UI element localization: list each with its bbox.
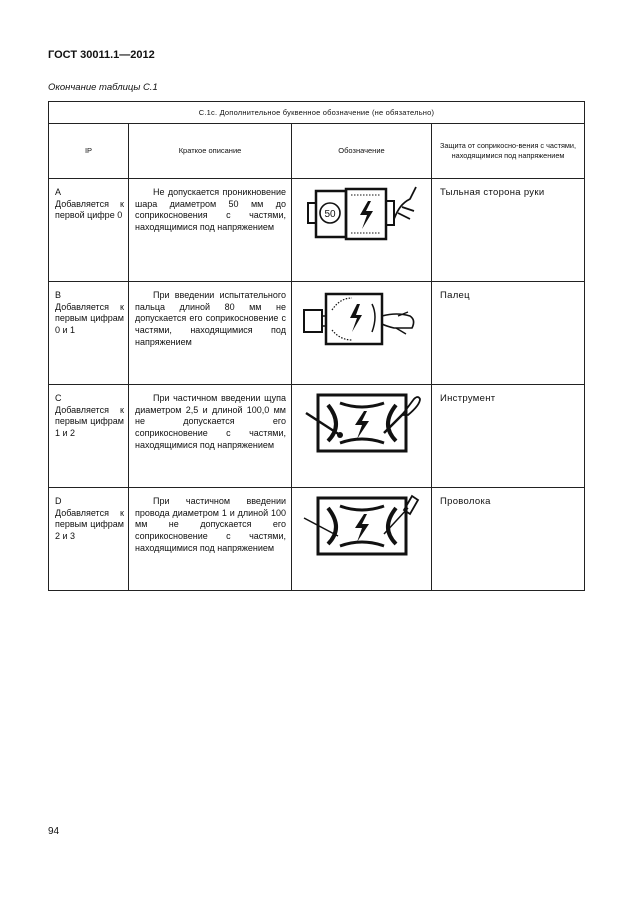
description-cell: Не допускается проникновение шара диаметром 50 мм до соприкосновения с частями, находящимися под напряжением bbox=[129, 179, 292, 282]
ip-letter: B bbox=[55, 290, 62, 300]
table-row-a bbox=[49, 179, 585, 282]
ip-letter: C bbox=[55, 393, 62, 403]
test-finger-icon bbox=[302, 286, 422, 350]
column-header-description: Краткое описание bbox=[129, 124, 292, 179]
ip-note: Добавляется к первым цифрам 2 и 3 bbox=[55, 507, 124, 542]
table-header-row bbox=[49, 124, 585, 179]
ip-letter: D bbox=[55, 496, 62, 506]
ip-cell bbox=[49, 282, 129, 385]
symbol-cell bbox=[292, 179, 432, 282]
symbol-cell bbox=[292, 282, 432, 385]
ip-note: Добавляется к первым цифрам 1 и 2 bbox=[55, 404, 124, 439]
description-cell: При частичном введении провода диаметром 1 и длиной 100 мм не допускается его соприкосновение с частями, находящимися под напряжением bbox=[129, 488, 292, 591]
ip-cell bbox=[49, 385, 129, 488]
column-header-symbol: Обозначение bbox=[292, 124, 432, 179]
symbol-cell bbox=[292, 385, 432, 488]
protection-cell: Проволока bbox=[432, 488, 585, 591]
column-header-protection: Защита от соприкосно-вения с частями, находящимися под напряжением bbox=[432, 124, 585, 179]
protection-cell: Палец bbox=[432, 282, 585, 385]
ip-cell bbox=[49, 179, 129, 282]
ip-letter: A bbox=[55, 187, 62, 197]
column-header-ip: IP bbox=[49, 124, 129, 179]
ip-cell bbox=[49, 488, 129, 591]
description-cell: При введении испытательного пальца длиной 80 мм не допускается его соприкосновение с частями, находящимися под напряжением bbox=[129, 282, 292, 385]
page-number: 94 bbox=[48, 826, 60, 837]
table-row-d bbox=[49, 488, 585, 591]
ball-50mm-hand-icon bbox=[306, 183, 418, 247]
section-title: С.1с. Дополнительное буквенное обозначение (не обязательно) bbox=[49, 102, 585, 124]
ball-size-label: 50 bbox=[323, 209, 336, 220]
table-row-c bbox=[49, 385, 585, 488]
table-caption: Окончание таблицы С.1 bbox=[48, 82, 158, 93]
ip-note: Добавляется к первым цифрам 0 и 1 bbox=[55, 301, 124, 336]
ip-note: Добавляется к первой цифре 0 bbox=[55, 198, 124, 221]
protection-cell: Тыльная сторона руки bbox=[432, 179, 585, 282]
tool-probe-icon bbox=[300, 389, 424, 455]
wire-probe-icon bbox=[300, 492, 424, 558]
description-cell: При частичном введении щупа диаметром 2,5 и длиной 100,0 мм не допускается его соприкосновение с частями, находящимися под напряжением bbox=[129, 385, 292, 488]
document-header: ГОСТ 30011.1—2012 bbox=[48, 49, 155, 61]
classification-table bbox=[48, 101, 585, 591]
protection-cell: Инструмент bbox=[432, 385, 585, 488]
table-row-b bbox=[49, 282, 585, 385]
symbol-cell bbox=[292, 488, 432, 591]
